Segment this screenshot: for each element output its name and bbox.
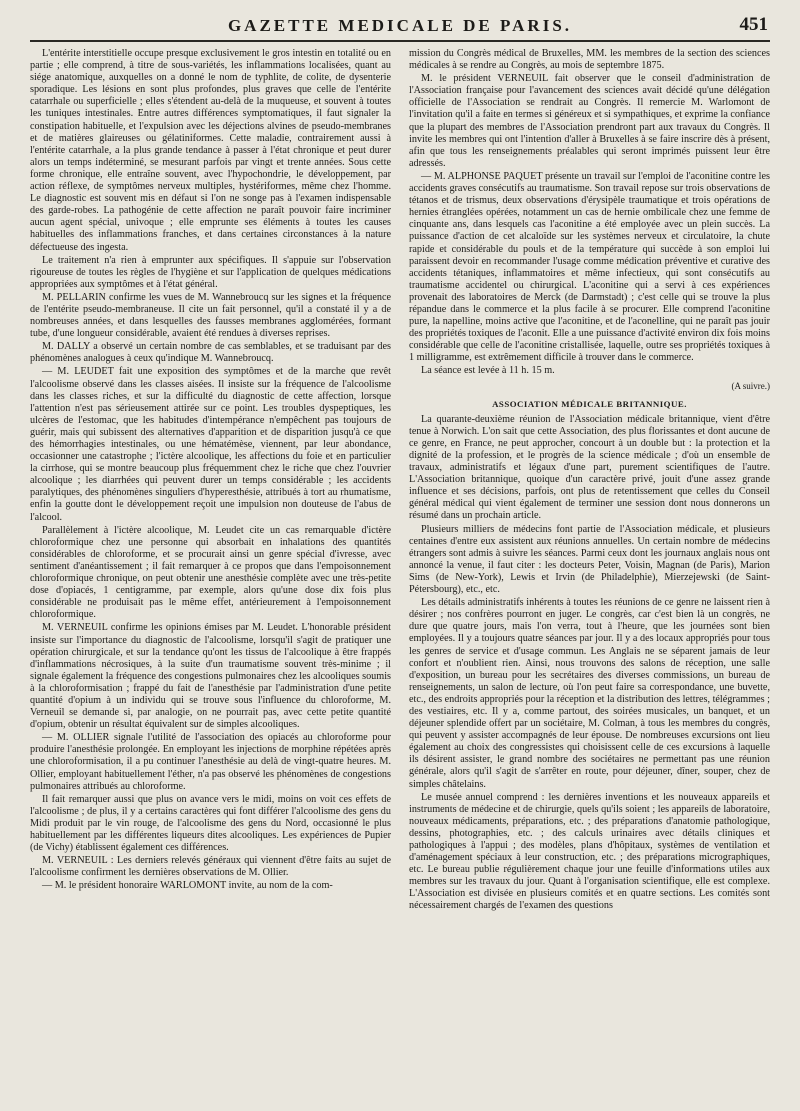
left-column xyxy=(30,48,391,1108)
paragraph: — M. OLLIER signale l'utilité de l'association des opiacés au chloroforme pour produire l'anesthésie prolongée. En employant les injections de morphine répétées après une chloroformisation, il a pu continuer l'anesthésie au delà de vingt-quatre heures. M. Ollier, employant habituellement l'éther, n'a pas observé les phénomènes de congestions pulmonaires attribués au chloroforme. xyxy=(30,732,391,792)
to-be-continued: (A suivre.) xyxy=(731,380,770,391)
paragraph: Le musée annuel comprend : les dernières inventions et les nouveaux appareils et instruments de médecine et de chirurgie, quels qu'ils soient ; les appareils de laboratoire, nouveaux médicaments, préparations, etc. ; des préparations d'anatomie pathologique, dessins, photographies, etc. ; des calculs urinaires avec détails cliniques et pathologiques à l'appui ; des modèles, plans d'hôpitaux, systèmes de ventilation et d'aménagement spéciaux à leur construction, etc. ; des préparations micrographiques, etc. Le bureau publie régulièrement chaque jour une feuille d'informations utiles aux membres sur les travaux du jour. Quant à l'organisation scientifique, elle est complexe. L'Association est divisée en plusieurs comités et en quatre sections. Les comités sont nécessairement chargés de l'examen des questions xyxy=(409,791,770,912)
paragraph: — M. ALPHONSE PAQUET présente un travail sur l'emploi de l'aconitine contre les accidents graves consécutifs au traumatisme. Son travail repose sur trois observations de tétanos et de trismus, deux observations d'érysipèle traumatique et trois opérations de hernies étranglées opérées, notamment un cas de hernie ombilicale chez une femme de cinquante ans, dans lesquels cas l'aconitine a été employée avec un plein succès. La puissance d'action de cet alcaloïde sur les systèmes nerveux et circulatoire, la chute rapide et considérable du pouls et de la température qui succède à son emploi lui paraissent devoir en recommander l'usage comme médication préventive et curative des accidents tétaniques, inflammatoires et même infectieux, qui sont consécutifs au traumatisme accidentel ou chirurgical. L'aconitine qui a servi à ces expériences provenait des laboratoires de Merck (de Darmstadt) ; c'est celle qui se trouve la plus répandue dans le commerce et la plus facile à se procurer. Elle comprend l'aconitine pure, la napelline, moins active que l'aconitine, et de l'aconelline, qui ne paraît pas jouir des propriétés toxiques de l'aconit. Elle a une puissance d'activité environ dix fois moins considérable que celle de l'aconitine cristallisée, laquelle, outre ses propriétés toxiques à 1 milligramme, est extrêmement difficile à trouver dans le commerce. xyxy=(409,170,770,364)
section-heading: ASSOCIATION MÉDICALE BRITANNIQUE. xyxy=(492,398,687,409)
paragraph: — M. le président honoraire WARLOMONT invite, au nom de la com- xyxy=(42,880,333,892)
paragraph: Le traitement n'a rien à emprunter aux spécifiques. Il s'appuie sur l'observation rigoureuse de toutes les règles de l'hygiène et sur l'application de quelques médications appropriées aux symptômes et à l'état général. xyxy=(30,254,391,290)
paragraph: mission du Congrès médical de Bruxelles, MM. les membres de la section des sciences médicales à se rendre au Congrès, au mois de septembre 1875. xyxy=(409,48,770,72)
paragraph: La quarante-deuxième réunion de l'Association médicale britannique, vient d'être tenue à Norwich. L'on sait que cette Association, des plus florissantes et dont aucune de ce genre, en France, ne peut approcher, concourt à un double but : la protection et la dignité de la profession, et le progrès de la science médicale ; d'où un ensemble de travaux, administratifs et légaux d'une part, purement scientifiques de l'autre. L'Association britannique, quoique d'un caractère privé, jouit d'une assez grande influence et ses décisions, parfois, ont plus de retentissement que celles du Conseil général médical qui vient également de terminer une session dont nous donnerons un résumé dans un prochain article. xyxy=(409,413,770,522)
paragraph: Les détails administratifs inhérents à toutes les réunions de ce genre ne laissent rien à désirer ; nos confrères pourront en juger. Le congrès, car c'est bien là un congrès, ne dure que quatre jours, mais l'on verra, tout à l'heure, que les journées sont bien employées. Il y a toujours quatre séances par jour. Il y a des locaux appropriés pour tous les genres de service et d'usage commun. Les Anglais ne se séparent jamais de leur confort et n'oublient rien. Ainsi, nous trouvons des salons de réception, une salle d'exposition, un bureau pour les secrétaires des diverses commissions, un bureau de renseignements, un salon de lecture, où l'on peut faire sa correspondance, une buvette, etc., des endroits appropriés pour la réception et la distribution des lettres, télégrammes ; des vestiaires, etc. Il y a, comme partout, des soirées musicales, un banquet, et un déjeuner splendide offert par un sociétaire, M. Colman, à tous les membres du congrès, qui peuvent y assister accompagnés de leur épouse. De nombreuses excursions ont lieu également au choix des congressistes qui choisissent celle de ces excursions à laquelle ils désirent assister, le grand nombre des sociétaires ne permettant pas une réunion générale, alors qu'il s'agit de s'arrêter en route, pour déjeuner, dîner, souper, chez de simples châtelains. xyxy=(409,597,770,790)
page-header xyxy=(30,10,770,42)
paragraph: Parallèlement à l'ictère alcoolique, M. Leudet cite un cas remarquable d'ictère chloroformique chez une personne qui absorbait en inhalations des quantités considérables de chloroforme, et se procurait ainsi un genre spécial d'ivresse, avec sentiment d'anéantissement ; il fait remarquer à ce propos que dans l'empoisonnement chloroformique chronique, on peut obtenir une anesthésie complète avec une très-petite dose d'opiacés, 1 centigramme, par exemple, alors qu'une dose dix fois plus considérable ne produisait pas le même effet, antérieurement à l'empoisonnement chloroformique. xyxy=(30,524,391,621)
journal-title: GAZETTE MEDICALE DE PARIS. xyxy=(227,16,573,35)
paragraph: M. VERNEUIL confirme les opinions émises par M. Leudet. L'honorable président insiste sur l'importance du diagnostic de l'alcoolisme, lorsqu'il s'agit de pratiquer une opération chirurgicale, et sur la tendance qu'ont les tissus de l'alcoolique à être frappés d'inflammations nécrosiques, à la suite d'un traumatisme souvent très-minime ; il signale également la fréquence des congestions pulmonaires chez les alcooliques soumis à la chloroformisation ; frappé du fait de l'anesthésie par l'administration d'une petite quantité d'opium à un individu qui se trouve sous l'influence du chloroforme, M. Verneuil se demande si, par analogie, on ne pourrait pas, avec cette petite quantité d'opium, obtenir un résultat équivalent sur de simples alcooliques. xyxy=(30,622,391,731)
paragraph: La séance est levée à 11 h. 15 m. xyxy=(421,365,555,377)
text-columns xyxy=(30,48,770,1108)
paragraph: Il fait remarquer aussi que plus on avance vers le midi, moins on voit ces effets de l'alcoolisme ; de plus, il y a certains caractères qui font différer l'alcoolisme des gens du Midi produit par le vin rouge, de l'alcoolisme des gens du Nord, occasionné le plus habituellement par les différentes liqueurs dites alcooliques. Les expériences de Pupier (de Vichy) établissent également ces différences. xyxy=(30,793,391,854)
page-number: 451 xyxy=(739,14,768,35)
paragraph: L'entérite interstitielle occupe presque exclusivement le gros intestin en totalité ou en partie ; elle comprend, à titre de sous-variétés, les inflammations localisées, quant au siége anatomique, auxquelles on a donné le nom de typhlite, de colite, de dysenterie sporadique. Les lésions en sont plus profondes, plus graves que celle de l'entérite catarrhale ou superficielle ; elles s'étendent au-delà de la muqueuse, et souvent à toutes les tuniques intestinales. Entre autres différences symptomatiques, il faut signaler la constipation habituelle, et l'expulsion avec les déjections alvines de pseudo-membranes et de matières glaireuses ou gélatiniformes. Cette maladie, contrairement aussi à l'entérite catarrhale, a la plus grande tendance à passer à l'état chronique et peut durer alors un temps indéterminé, se mesurant parfois par vingt et trente années. Sous cette forme chronique, elle entraîne souvent, avec l'hypochondrie, le développement, par action réflexe, de symptômes nerveux multiples, hystériformes, même chez l'homme. Le diagnostic est souvent mis en défaut si l'on ne songe pas à l'examen indispensable des garde-robes. La pathogénie de cette affection ne paraît pouvoir faire incriminer aucun agent spécial, univoque ; elle emprunte ses éléments à toutes les causes habituelles des inflammations franches, et dans certaines circonstances à la nature défectueuse des ingesta. xyxy=(30,48,391,253)
paragraph: M. PELLARIN confirme les vues de M. Wannebroucq sur les signes et la fréquence de l'entérite pseudo-membraneuse. Il cite un fait personnel, qu'il a constaté il y a de nombreuses années, et dans lesquelles des fausses membranes agglomérées, formant tube, d'une longueur considérable, avaient été rendues à diverses reprises. xyxy=(30,291,391,340)
right-column xyxy=(409,48,770,1108)
paragraph: M. DALLY a observé un certain nombre de cas semblables, et se traduisant par des phénomènes analogues à ceux qu'indique M. Wannebroucq. xyxy=(30,341,391,365)
paragraph: M. VERNEUIL : Les derniers relevés généraux qui viennent d'être faits au sujet de l'alcoolisme confirment les dernières observations de M. Ollier. xyxy=(30,855,391,879)
paragraph: M. le président VERNEUIL fait observer que le conseil d'administration de l'Association française pour l'avancement des sciences avait décidé qu'une délégation officielle de l'Association se rendrait au Congrès. Il remercie M. Warlomont de l'invitation qu'il a faite en termes si généreux et si sympathiques, et exprime la confiance que la plupart des membres de l'Association prendront part aux travaux du Congrès. Il invite les membres qui ont l'intention d'aller à Bruxelles à se faire inscrire dès à présent, afin que tous les renseignements préalables qui seront imprimés puissent leur être adressés. xyxy=(409,73,770,169)
paragraph: Plusieurs milliers de médecins font partie de l'Association médicale, et plusieurs centaines d'entre eux assistent aux réunions annuelles. Un certain nombre de médecins étrangers sont admis à suivre les séances. Parmi ceux dont les journaux anglais nous ont annoncé la venue, il faut citer : les docteurs Peter, Voisin, Magnan (de Paris), Marion Sims (de New-York), Lewis et Irvin (de Philadelphie), Mierzejewski (de Saint-Pétersbourg), etc., etc. xyxy=(409,523,770,596)
paragraph: — M. LEUDET fait une exposition des symptômes et de la marche que revêt l'alcoolisme observé dans les classes aisées. Il insiste sur la fréquence de l'alcoolisme dans les classes riches, et sur la difficulté du diagnostic de cette affection, lorsque l'attention n'est pas sérieusement attirée sur ce point. Les troubles dyspeptiques, les ulcères de l'estomac, que les habitudes d'intempérance n'empêchent pas toujours de guérir, mais qui subissent des alternatives d'apparition et de disparition jusqu'à ce que des hémorrhagies intestinales, ou une hématémèse, viennent, par leur abondance, occasionner une catastrophe ; l'ictère alcoolique, les affections du foie et en particulier la cirrhose, qui se montre beaucoup plus fréquemment chez le riche que chez l'ouvrier alcoolique ; les diarrhées qui peuvent durer un temps considérable ; les accidents paralytiques, des phénomènes singuliers d'hyperesthésie, attribués à tort au rhumatisme, enfin la goutte dont le développement reçoit une impulsion non douteuse de l'abus de l'alcool. xyxy=(30,366,391,523)
header-rule xyxy=(30,40,770,42)
